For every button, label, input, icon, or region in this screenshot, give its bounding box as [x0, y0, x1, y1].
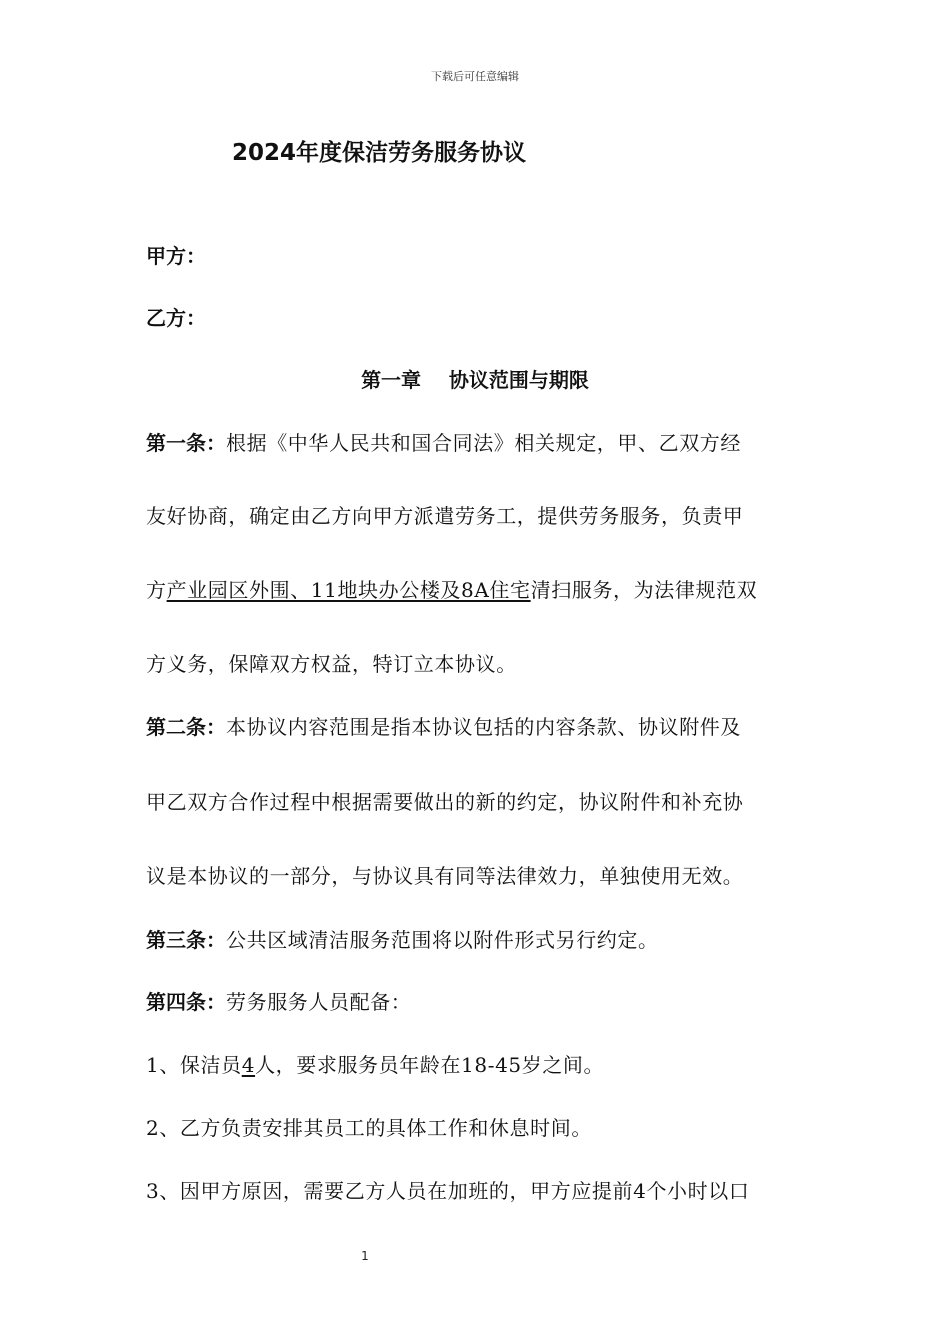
article-1-label: 第一条： [146, 431, 226, 455]
article-1-line-4: 方义务，保障双方权益，特订立本协议。 [146, 652, 517, 676]
article-1-text-1: 根据《中华人民共和国合同法》相关规定，甲、乙双方经 [226, 431, 741, 455]
article-2-text-1: 本协议内容范围是指本协议包括的内容条款、协议附件及 [226, 715, 741, 739]
party-b-label: 乙方： [146, 306, 206, 330]
article-4-item-3: 3、因甲方原因，需要乙方人员在加班的，甲方应提前4个小时以口 [146, 1179, 750, 1203]
article-4-label: 第四条： [146, 990, 226, 1014]
cleaner-count: 4 [241, 1053, 256, 1077]
page-number: 1 [361, 1249, 369, 1263]
article-1-line-2: 友好协商，确定由乙方向甲方派遣劳务工，提供劳务服务，负责甲 [146, 504, 744, 528]
article-2-line-2: 甲乙双方合作过程中根据需要做出的新的约定，协议附件和补充协 [146, 790, 744, 814]
article-4-item-1 [146, 1049, 604, 1078]
document-title: 2024年度保洁劳务服务协议 [232, 140, 527, 166]
item-1-pre: 1、保洁员 [146, 1053, 242, 1077]
article-2-line-3: 议是本协议的一部分，与协议具有同等法律效力，单独使用无效。 [146, 864, 744, 888]
article-3-text: 公共区域清洁服务范围将以附件形式另行约定。 [226, 928, 659, 952]
article-4-item-2: 2、乙方负责安排其员工的具体工作和休息时间。 [146, 1116, 592, 1140]
article-4-line [146, 986, 411, 1015]
party-a-label: 甲方： [146, 244, 206, 268]
article-4-text: 劳务服务人员配备： [226, 990, 412, 1014]
article-1-text-3-post: 清扫服务，为法律规范双 [530, 578, 758, 602]
article-1-line-1 [146, 427, 741, 456]
service-location-underlined: 产业园区外围、11地块办公楼及8A住宅 [166, 578, 531, 602]
item-1-post: 人，要求服务员年龄在18-45岁之间。 [255, 1053, 605, 1077]
article-1-line-3 [146, 574, 757, 603]
article-2-label: 第二条： [146, 715, 226, 739]
article-1-text-3-pre: 方 [146, 578, 167, 602]
article-2-line-1 [146, 711, 741, 740]
article-3-line [146, 924, 659, 953]
header-note: 下载后可任意编辑 [431, 70, 519, 83]
article-3-label: 第三条： [146, 928, 226, 952]
chapter-title: 第一章 协议范围与期限 [361, 368, 589, 392]
